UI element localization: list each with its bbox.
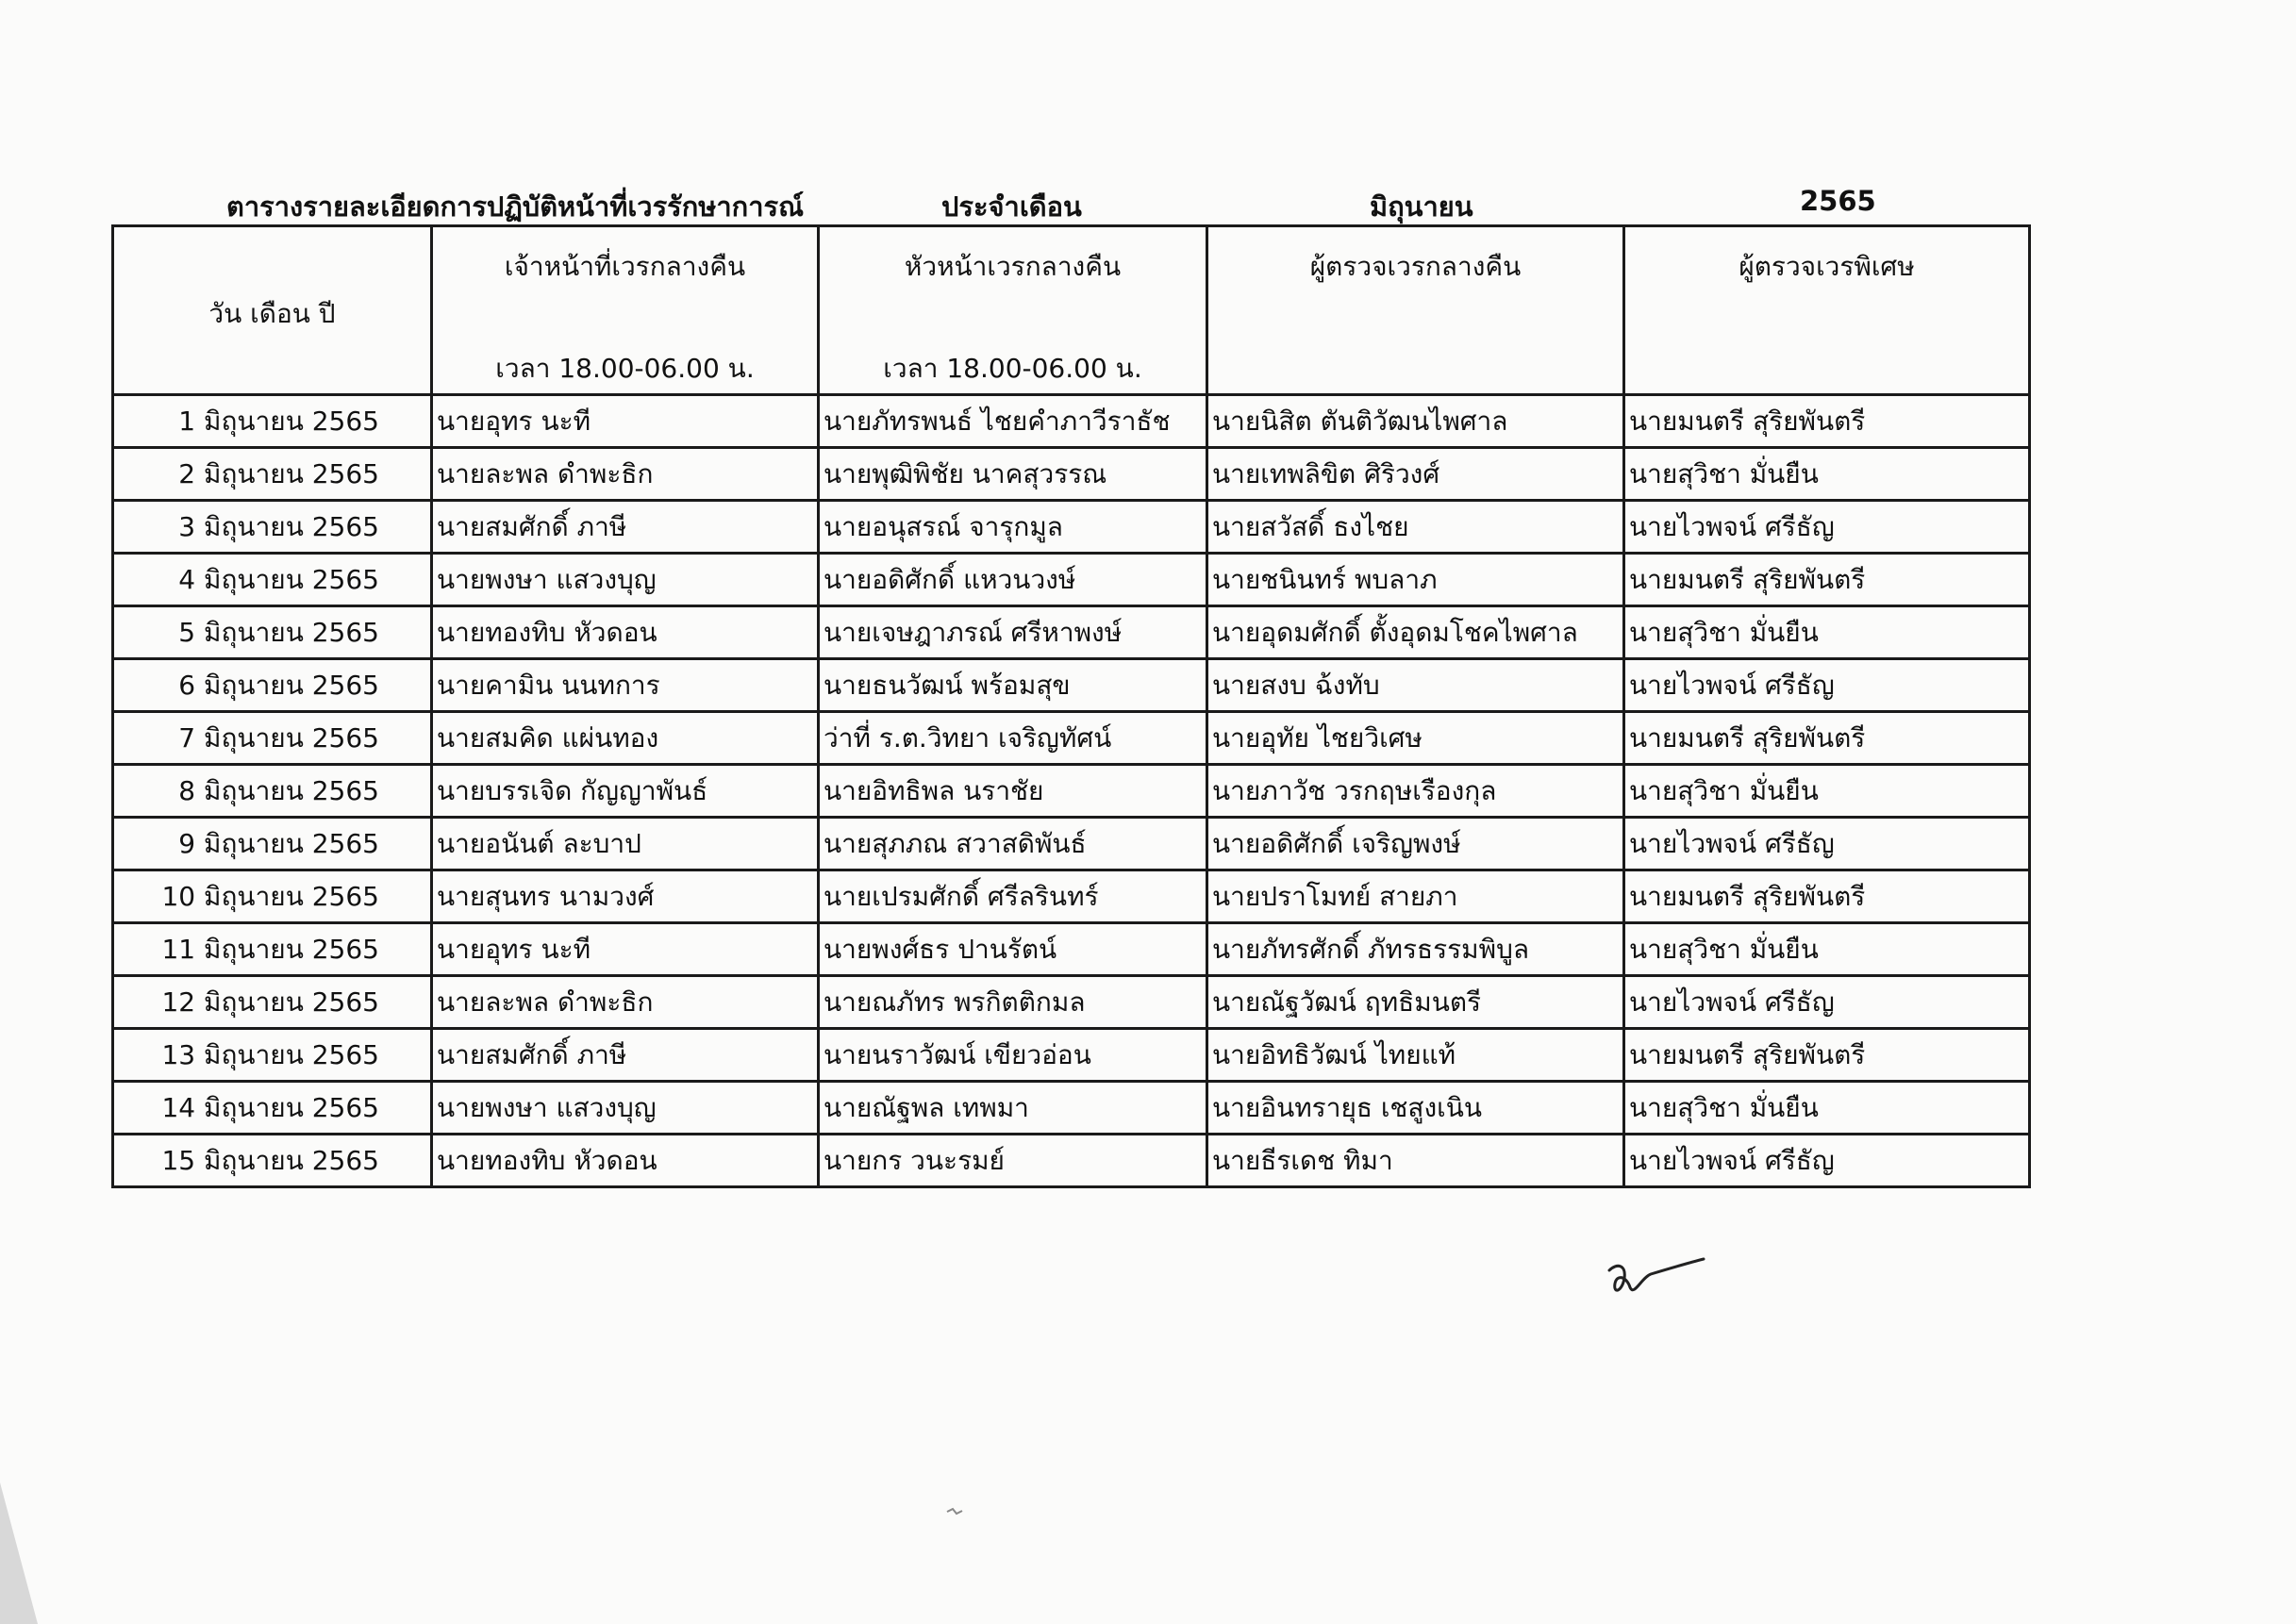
cell-chief: ว่าที่ ร.ต.วิทยา เจริญทัศน์ <box>819 712 1207 765</box>
cell-special-inspector: นายสุวิชา มั่นยืน <box>1624 1082 2030 1135</box>
cell-officer: นายสมศักดิ์ ภาษี <box>432 1029 819 1082</box>
table-row <box>113 765 2030 818</box>
cell-officer: นายสมคิด แผ่นทอง <box>432 712 819 765</box>
cell-date: 8 มิถุนายน 2565 <box>113 765 432 818</box>
paper-speck <box>945 1505 966 1518</box>
header-officer-label: เจ้าหน้าที่เวรกลางคืน <box>504 251 746 282</box>
table-row <box>113 870 2030 923</box>
cell-officer: นายอุทร นะที <box>432 395 819 448</box>
cell-officer: นายพงษา แสวงบุญ <box>432 1082 819 1135</box>
table-row <box>113 1029 2030 1082</box>
header-inspector <box>1207 226 1624 395</box>
cell-inspector: นายภาวัช วรกฤษเรืองกุล <box>1207 765 1624 818</box>
cell-officer: นายสมศักดิ์ ภาษี <box>432 501 819 554</box>
month-value: มิถุนายน <box>1370 191 1473 223</box>
cell-special-inspector: นายสุวิชา มั่นยืน <box>1624 606 2030 659</box>
cell-officer: นายคามิน นนทการ <box>432 659 819 712</box>
cell-date: 15 มิถุนายน 2565 <box>113 1135 432 1187</box>
cell-inspector: นายเทพลิขิต ศิริวงศ์ <box>1207 448 1624 501</box>
header-date-label: วัน เดือน ปี <box>208 298 336 329</box>
cell-chief: นายสุภภณ สวาสดิพันธ์ <box>819 818 1207 870</box>
cell-inspector: นายอิทธิวัฒน์ ไทยแท้ <box>1207 1029 1624 1082</box>
header-date <box>113 226 432 395</box>
header-officer-time: เวลา 18.00-06.00 น. <box>495 353 755 384</box>
cell-officer: นายบรรเจิด กัญญาพันธ์ <box>432 765 819 818</box>
table-body <box>113 395 2030 1187</box>
cell-chief: นายธนวัฒน์ พร้อมสุข <box>819 659 1207 712</box>
cell-officer: นายอนันต์ ละบาป <box>432 818 819 870</box>
cell-special-inspector: นายมนตรี สุริยพันตรี <box>1624 870 2030 923</box>
cell-officer: นายอุทร นะที <box>432 923 819 976</box>
month-label: ประจำเดือน <box>941 191 1082 223</box>
cell-date: 1 มิถุนายน 2565 <box>113 395 432 448</box>
header-special-inspector-label: ผู้ตรวจเวรพิเศษ <box>1739 251 1915 282</box>
cell-date: 5 มิถุนายน 2565 <box>113 606 432 659</box>
table-row <box>113 448 2030 501</box>
table-row <box>113 606 2030 659</box>
table-row <box>113 554 2030 606</box>
cell-date: 11 มิถุนายน 2565 <box>113 923 432 976</box>
table-row <box>113 1082 2030 1135</box>
cell-officer: นายละพล ดำพะธิก <box>432 976 819 1029</box>
cell-special-inspector: นายมนตรี สุริยพันตรี <box>1624 395 2030 448</box>
table-row <box>113 712 2030 765</box>
table-row <box>113 818 2030 870</box>
cell-chief: นายณัฐพล เทพมา <box>819 1082 1207 1135</box>
scan-edge-shadow <box>0 1483 38 1624</box>
cell-date: 4 มิถุนายน 2565 <box>113 554 432 606</box>
table-row <box>113 659 2030 712</box>
header-chief <box>819 226 1207 395</box>
cell-date: 10 มิถุนายน 2565 <box>113 870 432 923</box>
cell-date: 7 มิถุนายน 2565 <box>113 712 432 765</box>
cell-date: 6 มิถุนายน 2565 <box>113 659 432 712</box>
cell-date: 14 มิถุนายน 2565 <box>113 1082 432 1135</box>
cell-chief: นายณภัทร พรกิตติกมล <box>819 976 1207 1029</box>
cell-officer: นายทองทิบ หัวดอน <box>432 1135 819 1187</box>
cell-date: 3 มิถุนายน 2565 <box>113 501 432 554</box>
cell-chief: นายนราวัฒน์ เขียวอ่อน <box>819 1029 1207 1082</box>
cell-inspector: นายนิสิต ตันติวัฒนไพศาล <box>1207 395 1624 448</box>
cell-inspector: นายอุทัย ไชยวิเศษ <box>1207 712 1624 765</box>
cell-inspector: นายธีรเดช ทิมา <box>1207 1135 1624 1187</box>
header-special-inspector <box>1624 226 2030 395</box>
document-title: ตารางรายละเอียดการปฏิบัติหน้าที่เวรรักษาการณ์ <box>226 191 805 223</box>
cell-chief: นายพงศ์ธร ปานรัตน์ <box>819 923 1207 976</box>
table-row <box>113 501 2030 554</box>
cell-special-inspector: นายสุวิชา มั่นยืน <box>1624 448 2030 501</box>
cell-special-inspector: นายมนตรี สุริยพันตรี <box>1624 554 2030 606</box>
cell-date: 9 มิถุนายน 2565 <box>113 818 432 870</box>
header-officer <box>432 226 819 395</box>
cell-inspector: นายสวัสดิ์ ธงไชย <box>1207 501 1624 554</box>
cell-date: 12 มิถุนายน 2565 <box>113 976 432 1029</box>
cell-special-inspector: นายสุวิชา มั่นยืน <box>1624 923 2030 976</box>
cell-special-inspector: นายสุวิชา มั่นยืน <box>1624 765 2030 818</box>
cell-chief: นายอนุสรณ์ จารุกมูล <box>819 501 1207 554</box>
cell-special-inspector: นายไวพจน์ ศรีธัญ <box>1624 818 2030 870</box>
handwritten-signature <box>1604 1250 1707 1306</box>
cell-chief: นายเปรมศักดิ์ ศรีลรินทร์ <box>819 870 1207 923</box>
cell-inspector: นายอดิศักดิ์ เจริญพงษ์ <box>1207 818 1624 870</box>
cell-chief: นายเจษฎาภรณ์ ศรีหาพงษ์ <box>819 606 1207 659</box>
cell-inspector: นายชนินทร์ พบลาภ <box>1207 554 1624 606</box>
cell-special-inspector: นายไวพจน์ ศรีธัญ <box>1624 1135 2030 1187</box>
document-heading <box>0 185 2296 226</box>
cell-chief: นายอิทธิพล นราชัย <box>819 765 1207 818</box>
cell-inspector: นายอุดมศักดิ์ ตั้งอุดมโชคไพศาล <box>1207 606 1624 659</box>
header-chief-label: หัวหน้าเวรกลางคืน <box>904 251 1122 282</box>
cell-special-inspector: นายไวพจน์ ศรีธัญ <box>1624 976 2030 1029</box>
cell-inspector: นายอินทรายุธ เชสูงเนิน <box>1207 1082 1624 1135</box>
table-row <box>113 976 2030 1029</box>
header-chief-time: เวลา 18.00-06.00 น. <box>883 353 1142 384</box>
cell-date: 13 มิถุนายน 2565 <box>113 1029 432 1082</box>
cell-chief: นายพุฒิพิชัย นาคสุวรรณ <box>819 448 1207 501</box>
cell-officer: นายพงษา แสวงบุญ <box>432 554 819 606</box>
cell-special-inspector: นายมนตรี สุริยพันตรี <box>1624 712 2030 765</box>
cell-inspector: นายภัทรศักดิ์ ภัทรธรรมพิบูล <box>1207 923 1624 976</box>
cell-officer: นายสุนทร นามวงศ์ <box>432 870 819 923</box>
header-inspector-label: ผู้ตรวจเวรกลางคืน <box>1309 251 1522 282</box>
cell-officer: นายทองทิบ หัวดอน <box>432 606 819 659</box>
cell-inspector: นายปราโมทย์ สายภา <box>1207 870 1624 923</box>
cell-inspector: นายสงบ ฉ้งทับ <box>1207 659 1624 712</box>
cell-special-inspector: นายไวพจน์ ศรีธัญ <box>1624 501 2030 554</box>
cell-special-inspector: นายมนตรี สุริยพันตรี <box>1624 1029 2030 1082</box>
cell-chief: นายกร วนะรมย์ <box>819 1135 1207 1187</box>
cell-inspector: นายณัฐวัฒน์ ฤทธิมนตรี <box>1207 976 1624 1029</box>
cell-chief: นายภัทรพนธ์ ไชยคำภาวีราธัช <box>819 395 1207 448</box>
cell-date: 2 มิถุนายน 2565 <box>113 448 432 501</box>
cell-officer: นายละพล ดำพะธิก <box>432 448 819 501</box>
table-row <box>113 923 2030 976</box>
table-row <box>113 1135 2030 1187</box>
year-value: 2565 <box>1800 185 1876 217</box>
cell-chief: นายอดิศักดิ์ แหวนวงษ์ <box>819 554 1207 606</box>
cell-special-inspector: นายไวพจน์ ศรีธัญ <box>1624 659 2030 712</box>
table-row <box>113 395 2030 448</box>
duty-roster-table <box>111 224 2031 1188</box>
table-header-row <box>113 226 2030 395</box>
